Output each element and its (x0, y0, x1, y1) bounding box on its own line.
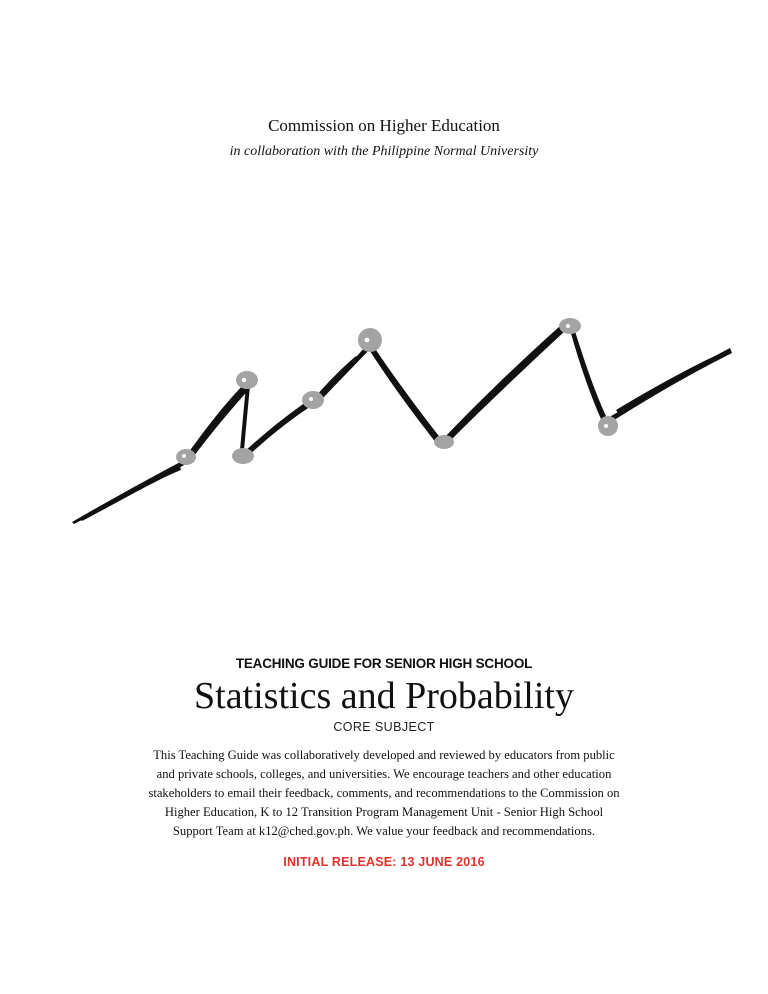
brush-stroke (80, 466, 181, 521)
brush-stroke (570, 328, 606, 419)
stone-marker (434, 435, 454, 449)
description-line: Higher Education, K to 12 Transition Program Management Unit - Senior High School (164, 805, 604, 819)
release-date: INITIAL RELEASE: 13 JUNE 2016 (283, 855, 485, 869)
stone-marker (302, 391, 324, 409)
description-line: This Teaching Guide was collaboratively developed and reviewed by educators from public (153, 748, 615, 762)
stone-detail (242, 378, 246, 382)
description-line: Support Team at k12@ched.gov.ph. We value your feedback and recommendations. (172, 824, 596, 838)
stone-detail (365, 338, 370, 343)
brush-stroke (450, 336, 555, 435)
brush-strokes (72, 326, 732, 524)
stone-detail (566, 324, 570, 328)
stone-marker (236, 371, 258, 389)
mountain-brush-illustration (60, 300, 760, 540)
description-paragraph (110, 746, 658, 841)
stone-marker (176, 449, 196, 465)
brush-stroke (320, 346, 369, 398)
organization-name: Commission on Higher Education (268, 116, 500, 135)
brush-stroke (368, 344, 442, 444)
description-line: stakeholders to email their feedback, comments, and recommendations to the Commission on (148, 786, 620, 800)
brush-stroke (616, 350, 729, 413)
stone-detail (309, 397, 313, 401)
stone-marker (358, 328, 382, 352)
subject-type: CORE SUBJECT (333, 720, 435, 734)
stone-detail (604, 424, 608, 428)
description-line: and private schools, colleges, and universities. We encourage teachers and other education (156, 767, 612, 781)
stone-marker (232, 448, 254, 464)
page-title: Statistics and Probability (194, 675, 574, 717)
collaboration-line: in collaboration with the Philippine Normal University (229, 144, 539, 159)
brush-stroke (244, 398, 316, 456)
guide-label: TEACHING GUIDE FOR SENIOR HIGH SCHOOL (235, 656, 533, 671)
stone-detail (182, 454, 186, 458)
